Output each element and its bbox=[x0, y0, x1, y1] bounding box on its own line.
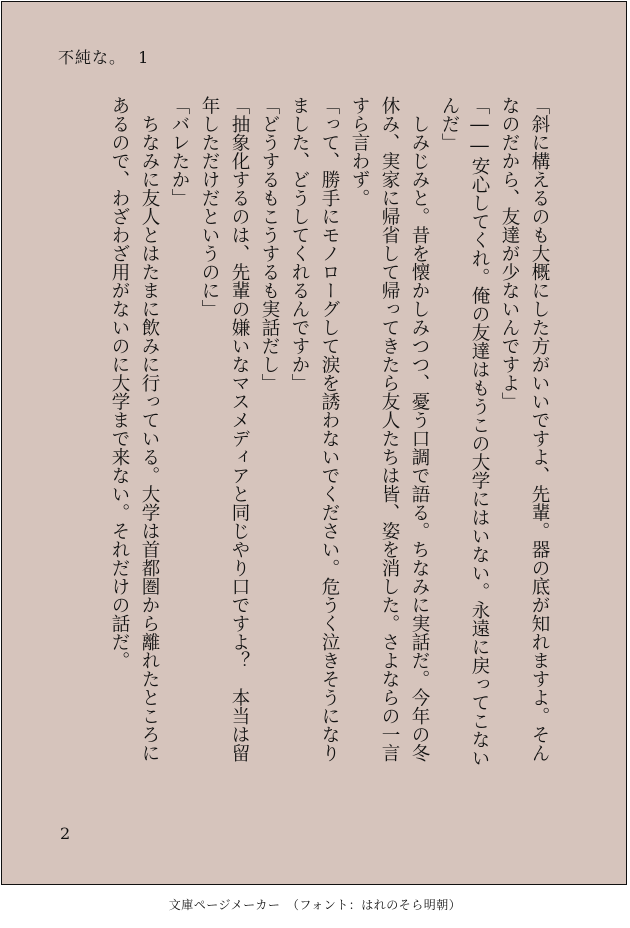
text-line: すら言わず。 bbox=[349, 96, 370, 207]
text-line: あるので、わざわざ用がないのに大学まで来ない。それだけの話だ。 bbox=[109, 96, 130, 670]
text-line: 「――安心してくれ。俺の友達はもうこの大学にはいない。永遠に戻ってこない bbox=[469, 96, 490, 767]
text-line: ちなみに友人とはたまに飲みに行っている。大学は首都圏から離れたところに bbox=[139, 96, 160, 762]
text-line: なのだから、友達が少ないんですよ」 bbox=[499, 96, 520, 411]
text-line: 「バレたか」 bbox=[169, 96, 190, 207]
text-line: 「って、勝手にモノローグして涙を誘わないでください。危うく泣きそうになり bbox=[319, 96, 340, 762]
vertical-body-text bbox=[104, 96, 554, 786]
text-line: 「抽象化するのは、先輩の嫌いなマスメディアと同じやり口ですよ？ 本当は留 bbox=[229, 96, 250, 762]
text-line: 休み、実家に帰省して帰ってきたら友人たちは皆、姿を消した。さよならの一言 bbox=[379, 96, 400, 762]
footer-credit: 文庫ページメーカー （フォント：はれのそら明朝） bbox=[168, 898, 462, 912]
text-line: しみじみと。昔を懐かしみつつ、憂う口調で語る。ちなみに実話だ。今年の冬 bbox=[409, 96, 430, 762]
book-page bbox=[1, 1, 627, 885]
text-line: んだ」 bbox=[439, 96, 460, 152]
text-line: 「どうするもこうするも実話だし」 bbox=[259, 96, 280, 392]
text-line: ました、どうしてくれるんですか」 bbox=[289, 96, 310, 392]
text-line: 「斜に構えるのも大概にした方がいいですよ、先輩。器の底が知れますよ。そん bbox=[529, 96, 550, 762]
text-line: 年しただけだというのに」 bbox=[199, 96, 220, 318]
page-number: 2 bbox=[60, 824, 71, 843]
chapter-number: 1 bbox=[138, 48, 150, 67]
running-header bbox=[58, 45, 149, 68]
book-title: 不純な。 bbox=[58, 48, 127, 67]
